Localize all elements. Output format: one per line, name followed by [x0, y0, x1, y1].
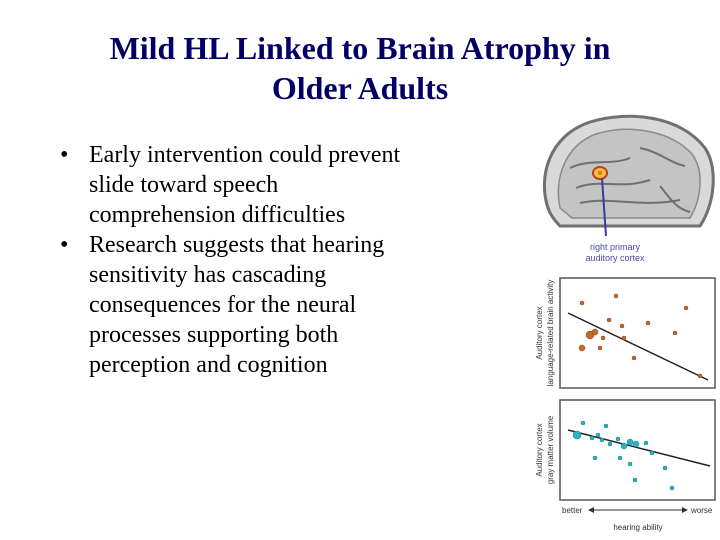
bullet-line: perception and cognition [89, 352, 328, 378]
axis-caption: hearing ability [613, 523, 663, 532]
slide-title [40, 28, 680, 108]
brain-mri-image [535, 112, 715, 236]
bottom-ylabel-line-1: Auditory cortex [535, 423, 544, 477]
brain-label-line-1: right primary [589, 242, 641, 252]
bullet-item [60, 140, 480, 230]
title-line-1: Mild HL Linked to Brain Atrophy in [109, 30, 611, 66]
bullet-line: consequences for the neural [89, 292, 357, 318]
bullet-item [60, 230, 480, 380]
figure-svg [520, 108, 720, 540]
hearing-ability-axis [562, 506, 713, 532]
brain-label-line-2: auditory cortex [585, 253, 645, 263]
bullet-line: slide toward speech [89, 172, 279, 198]
scatter-plot-activity [535, 278, 715, 388]
bottom-ylabel-line-2: gray matter volume [546, 415, 555, 485]
research-figure [520, 108, 720, 540]
axis-label-worse: worse [691, 506, 713, 515]
bullet-mark: • [60, 142, 69, 168]
title-line-2: Older Adults [271, 70, 449, 106]
top-ylabel-line-1: Auditory cortex [535, 306, 544, 360]
scatter-plot-volume [535, 400, 715, 500]
bullet-mark: • [60, 232, 69, 258]
bullet-line: sensitivity has cascading [89, 262, 327, 288]
bullet-list [60, 140, 480, 380]
top-ylabel-line-2: language-related brain activity [546, 279, 555, 387]
bullet-line: comprehension difficulties [89, 202, 346, 228]
bullet-line: processes supporting both [89, 322, 339, 348]
axis-label-better: better [562, 506, 583, 515]
bullet-line: Early intervention could prevent [89, 142, 401, 168]
bullet-line: Research suggests that hearing [89, 232, 385, 258]
